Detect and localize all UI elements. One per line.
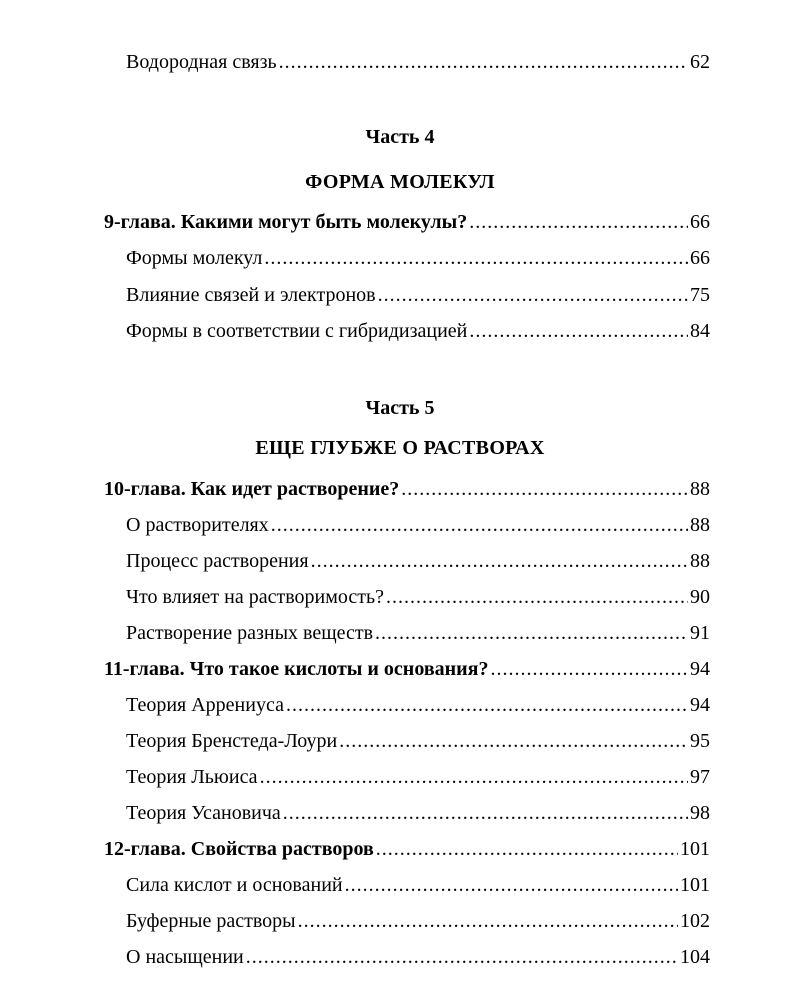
chapter-page: 66 bbox=[690, 211, 710, 233]
toc-entry-title: О насыщении bbox=[126, 946, 244, 968]
chapter-title: 9-глава. Какими могут быть молекулы? bbox=[104, 211, 468, 233]
dot-leader bbox=[401, 477, 688, 501]
toc-entry-title: О растворителях bbox=[126, 514, 269, 536]
toc-entry[interactable] bbox=[126, 283, 710, 307]
toc-entry-title: Теория Усановича bbox=[126, 802, 281, 824]
part-title: ЕЩЕ ГЛУБЖЕ О РАСТВОРАХ bbox=[255, 437, 545, 459]
chapter-title: 12-глава. Свойства растворов bbox=[104, 838, 374, 860]
toc-entry-page: 88 bbox=[690, 514, 710, 536]
toc-entry-title: Теория Льюиса bbox=[126, 766, 258, 788]
toc-entry-title: Буферные растворы bbox=[126, 910, 296, 932]
toc-entry-page: 102 bbox=[680, 910, 710, 932]
dot-leader bbox=[298, 909, 678, 933]
part-title: ФОРМА МОЛЕКУЛ bbox=[305, 171, 495, 193]
dot-leader bbox=[345, 873, 678, 897]
chapter-page: 101 bbox=[680, 838, 710, 860]
dot-leader bbox=[386, 585, 688, 609]
dot-leader bbox=[376, 837, 678, 861]
toc-entry[interactable] bbox=[126, 50, 710, 74]
toc-entry-title: Теория Аррениуса bbox=[126, 694, 284, 716]
toc-chapter[interactable] bbox=[104, 210, 710, 234]
dot-leader bbox=[283, 801, 688, 825]
toc-entry-page: 62 bbox=[690, 51, 710, 73]
dot-leader bbox=[311, 549, 688, 573]
dot-leader bbox=[279, 50, 688, 74]
dot-leader bbox=[339, 729, 688, 753]
toc-entry[interactable] bbox=[126, 246, 710, 270]
toc-entry-title: Влияние связей и электронов bbox=[126, 284, 376, 306]
toc-entry-page: 84 bbox=[690, 320, 710, 342]
toc-entry-page: 90 bbox=[690, 586, 710, 608]
toc-chapter[interactable] bbox=[104, 477, 710, 501]
toc-entry-page: 104 bbox=[680, 946, 710, 968]
toc-entry-title: Формы молекул bbox=[126, 247, 263, 269]
dot-leader bbox=[469, 319, 688, 343]
dot-leader bbox=[469, 210, 688, 234]
toc-entry-page: 75 bbox=[690, 284, 710, 306]
toc-entry-title: Сила кислот и оснований bbox=[126, 874, 343, 896]
toc-entry-page: 88 bbox=[690, 550, 710, 572]
toc-entry-title: Процесс растворения bbox=[126, 550, 309, 572]
toc-entry[interactable] bbox=[126, 319, 710, 343]
toc-chapter[interactable] bbox=[104, 657, 710, 681]
toc-entry[interactable] bbox=[126, 549, 710, 573]
dot-leader bbox=[264, 246, 688, 270]
toc-entry-page: 91 bbox=[690, 622, 710, 644]
toc-chapter[interactable] bbox=[104, 837, 710, 861]
chapter-page: 88 bbox=[690, 478, 710, 500]
toc-entry-page: 94 bbox=[690, 694, 710, 716]
toc-entry-title: Растворение разных веществ bbox=[126, 622, 374, 644]
toc-entry-page: 97 bbox=[690, 766, 710, 788]
toc-entry-title: Водородная связь bbox=[126, 51, 277, 73]
toc-entry[interactable] bbox=[126, 585, 710, 609]
dot-leader bbox=[271, 513, 688, 537]
chapter-title: 10-глава. Как идет растворение? bbox=[104, 478, 400, 500]
dot-leader bbox=[286, 693, 688, 717]
toc-entry-page: 66 bbox=[690, 247, 710, 269]
toc-entry[interactable] bbox=[126, 945, 710, 969]
toc-entry-page: 101 bbox=[680, 874, 710, 896]
dot-leader bbox=[378, 283, 688, 307]
toc-entry[interactable] bbox=[126, 765, 710, 789]
toc-entry[interactable] bbox=[126, 513, 710, 537]
toc-entry[interactable] bbox=[126, 729, 710, 753]
toc-entry[interactable] bbox=[126, 801, 710, 825]
toc-entry[interactable] bbox=[126, 909, 710, 933]
toc-entry-title: Теория Бренстеда-Лоури bbox=[126, 730, 338, 752]
dot-leader bbox=[491, 657, 688, 681]
part-label: Часть 4 bbox=[365, 126, 435, 148]
chapter-page: 94 bbox=[690, 658, 710, 680]
chapter-title: 11-глава. Что такое кислоты и основания? bbox=[104, 658, 489, 680]
dot-leader bbox=[246, 945, 678, 969]
dot-leader bbox=[375, 621, 688, 645]
toc-entry-page: 95 bbox=[690, 730, 710, 752]
toc-entry[interactable] bbox=[126, 621, 710, 645]
part-label: Часть 5 bbox=[365, 397, 435, 419]
dot-leader bbox=[260, 765, 688, 789]
toc-entry[interactable] bbox=[126, 873, 710, 897]
toc-entry-title: Что влияет на растворимость? bbox=[126, 586, 385, 608]
toc-entry-title: Формы в соответствии с гибридизацией bbox=[126, 320, 468, 342]
toc-entry-page: 98 bbox=[690, 802, 710, 824]
toc-entry[interactable] bbox=[126, 693, 710, 717]
